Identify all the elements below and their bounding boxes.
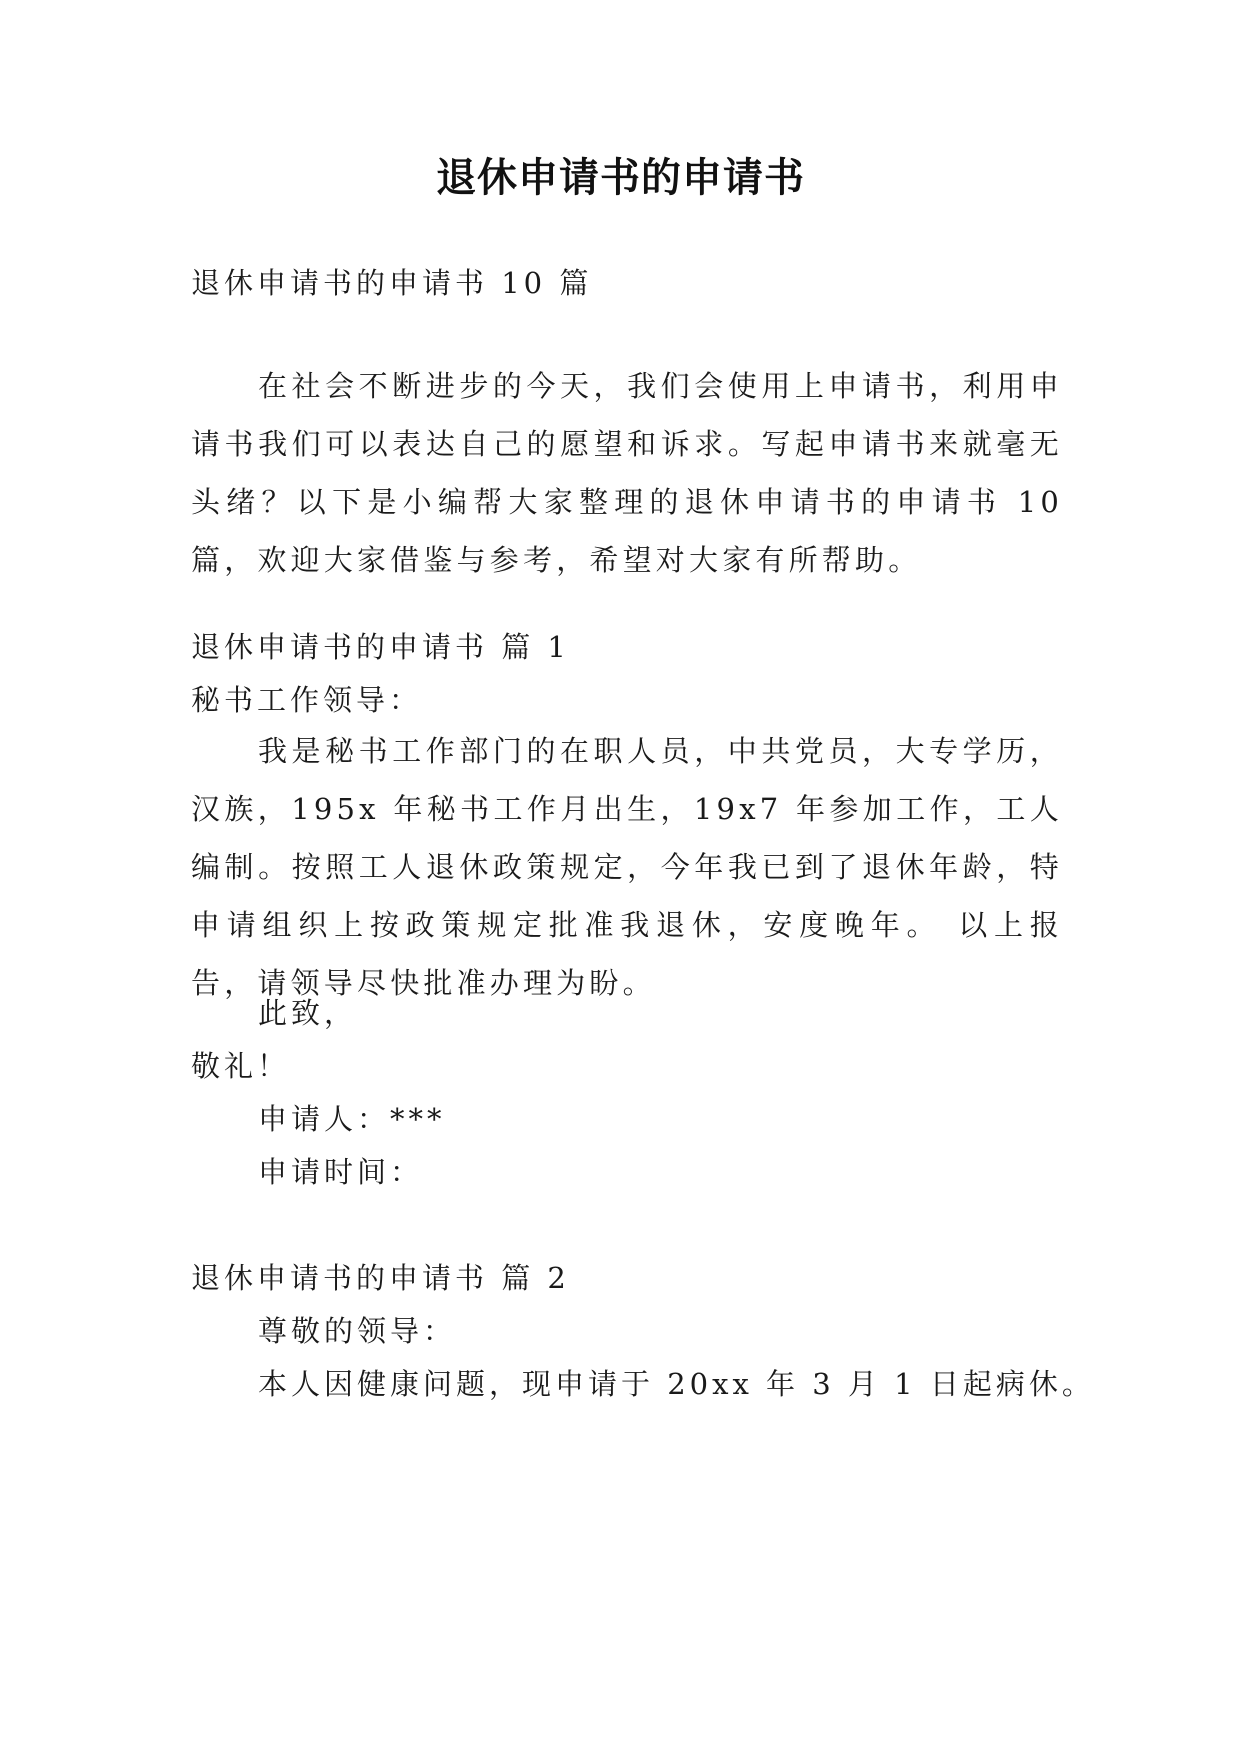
section-2-body: 本人因健康问题，现申请于 20xx 年 3 月 1 日起病休。 (258, 1367, 1095, 1401)
intro-paragraph: 在社会不断进步的今天，我们会使用上申请书，利用申请书我们可以表达自己的愿望和诉求。写起申请书来就毫无头绪？以下是小编帮大家整理的退休申请书的申请书 10 篇，欢迎大家借鉴与参考，希望对大家有所帮助。 (191, 369, 1063, 577)
section-1-applicant: 申请人：*** (258, 1102, 446, 1136)
section-1-salutation: 秘书工作领导： (191, 683, 423, 717)
section-heading-1: 退休申请书的申请书 篇 1 (191, 630, 570, 664)
section-2-salutation: 尊敬的领导： (258, 1314, 457, 1348)
section-1-closing-2: 敬礼！ (191, 1049, 291, 1083)
section-1-date-label: 申请时间： (258, 1155, 424, 1189)
section-1-closing-1: 此致， (258, 996, 358, 1030)
document-subtitle: 退休申请书的申请书 10 篇 (191, 266, 593, 300)
section-1-body: 我是秘书工作部门的在职人员，中共党员，大专学历，汉族，195x 年秘书工作月出生，19x7 年参加工作，工人编制。按照工人退休政策规定，今年我已到了退休年龄，特申请组织上按政策规定批准我退休，安度晚年。 以上报告，请领导尽快批准办理为盼。 (191, 734, 1063, 1000)
document-title: 退休申请书的申请书 (436, 155, 805, 201)
section-heading-2: 退休申请书的申请书 篇 2 (191, 1261, 570, 1295)
